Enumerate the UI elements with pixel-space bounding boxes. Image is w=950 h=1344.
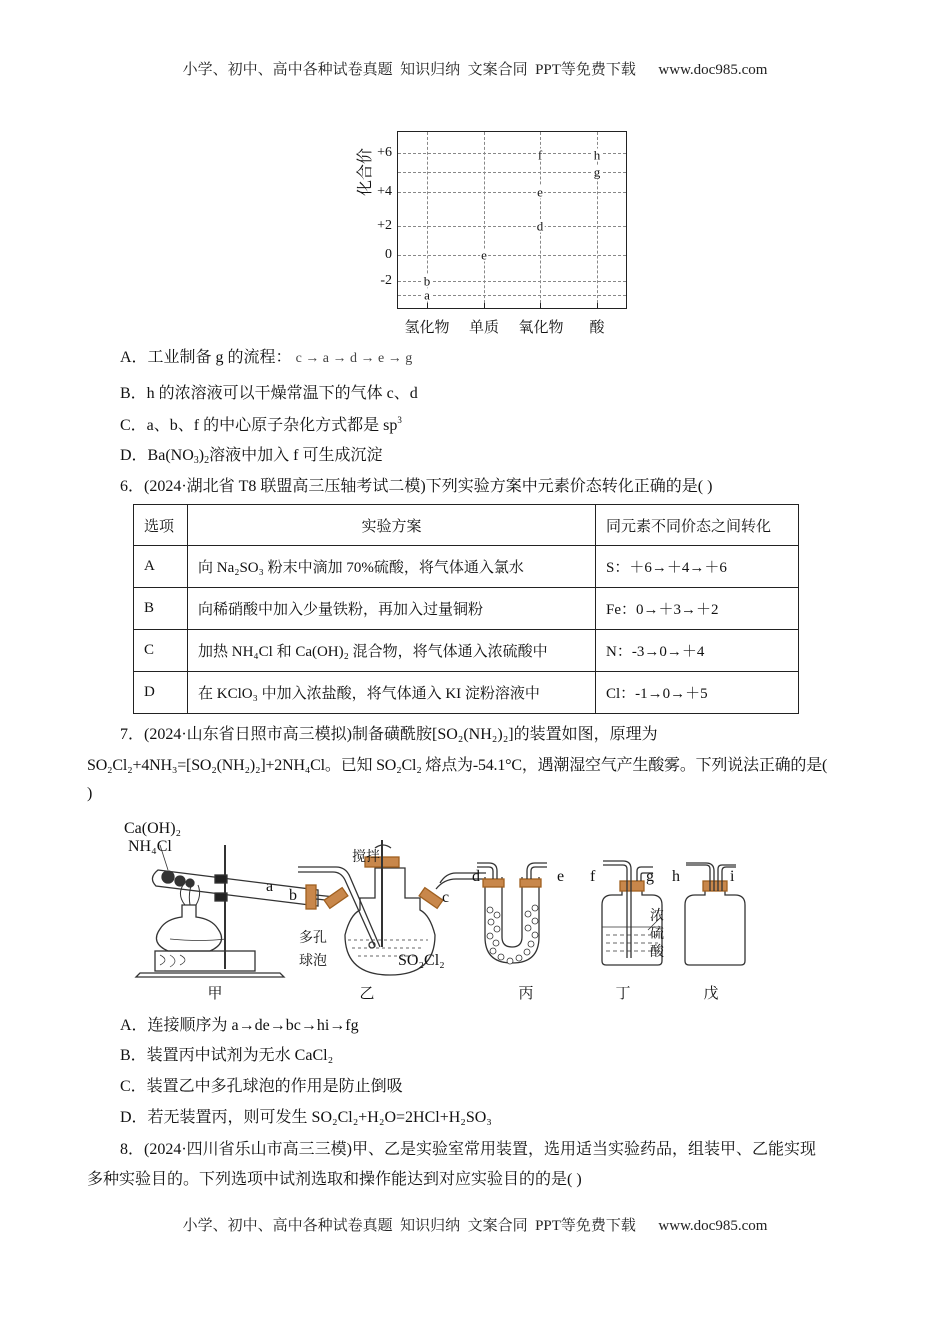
stopper — [306, 885, 316, 909]
option-text: A．工业制备 g 的流程： — [120, 349, 292, 366]
q5-option-d — [120, 446, 382, 466]
apparatus-name-bing: 丙 — [518, 984, 534, 1002]
apparatus-name-wu: 戊 — [703, 984, 719, 1002]
page-header-banner: 小学、初中、高中各种试卷真题 知识归纳 文案合同 PPT等免费下载 www.doc985.com — [182, 62, 768, 78]
q7-option-a: A．连接顺序为 a→de→bc→hi→fg — [120, 1017, 359, 1034]
grid-line — [398, 255, 626, 256]
x-category-oxide: 氧化物 — [518, 318, 564, 336]
valence-chart — [397, 131, 627, 309]
point-g: g — [593, 164, 601, 180]
table-row — [134, 588, 799, 630]
x-tick-mark — [427, 303, 428, 308]
cell-option: C — [134, 630, 188, 672]
y-tick: 0 — [385, 247, 392, 262]
x-category-hydride: 氢化物 — [404, 318, 450, 336]
flow-text: c → a → d → e → g — [295, 351, 413, 366]
table-header-row — [134, 505, 799, 546]
label-porous: 多孔 — [299, 930, 327, 946]
label-conc: 浓 — [650, 908, 664, 924]
label-d: d — [472, 868, 480, 885]
q7-stem-line2: SO₂Cl₂+4NH₃=[SO₂(NH₂)₂]+2NH₄Cl。已知 SO₂Cl₂ 熔点为-54.1°C，遇潮湿空气产生酸雾。下列说法正确的是( — [87, 757, 828, 774]
table-row — [134, 630, 799, 672]
point-b: b — [423, 273, 431, 289]
q8-stem-line1: 8．(2024·四川省乐山市高三三模)甲、乙是实验室常用装置，选用适当实验药品，组装甲、乙能实现 — [120, 1141, 816, 1158]
cell-option: B — [134, 588, 188, 630]
label-i: i — [730, 868, 735, 885]
x-category-element: 单质 — [468, 318, 500, 336]
superscript: 3 — [397, 415, 402, 425]
option-text: C．a、b、f 的中心原子杂化方式都是 sp — [120, 417, 398, 434]
option-text: 溶液中加入 f 可生成沉淀 — [209, 447, 383, 464]
grid-line — [484, 132, 485, 308]
q6-table — [133, 504, 799, 714]
header-cell: 实验方案 — [188, 505, 596, 546]
label-g: g — [646, 868, 654, 885]
x-tick-mark — [484, 303, 485, 308]
q5-option-a — [120, 348, 412, 369]
point-d: d — [536, 218, 544, 234]
cell-option: A — [134, 546, 188, 588]
wood-block — [155, 951, 255, 971]
cell-conversion: Fe：0→＋3→＋2 — [596, 588, 799, 630]
alcohol-lamp — [156, 905, 221, 951]
table-row — [134, 546, 799, 588]
option-text: D．Ba(NO — [120, 447, 194, 464]
apparatus-wu — [685, 863, 745, 965]
label-sulfuric: 硫 — [650, 926, 664, 942]
cell-conversion: Cl：-1→0→＋5 — [596, 672, 799, 714]
y-tick: +6 — [377, 145, 392, 160]
point-elemental: e — [481, 247, 487, 263]
point-f: f — [537, 147, 543, 163]
label-a: a — [266, 878, 274, 895]
q5-option-c — [120, 416, 402, 436]
y-tick: -2 — [380, 273, 392, 288]
q6-stem: 6．(2024·湖北省 T8 联盟高三压轴考试二模)下列实验方案中元素价态转化正确的是( ) — [120, 478, 713, 495]
label-acid: 酸 — [650, 944, 664, 960]
q7-option-d: D．若无装置丙，则可发生 SO₂Cl₂+H₂O=2HCl+H₂SO₃ — [120, 1109, 492, 1126]
label-so2cl2: SO₂Cl₂ — [398, 952, 445, 969]
cell-option: D — [134, 672, 188, 714]
q7-stem-line1: 7．(2024·山东省日照市高三模拟)制备磺酰胺[SO₂(NH₂)₂]的装置如图，原理为 — [120, 726, 658, 743]
x-tick-mark — [597, 303, 598, 308]
label-nh4cl: NH₄Cl — [128, 838, 172, 855]
label-h: h — [672, 868, 680, 885]
y-tick: +2 — [377, 218, 392, 233]
point-h: h — [593, 147, 601, 163]
header-cell: 同元素不同价态之间转化 — [596, 505, 799, 546]
grid-line — [398, 226, 626, 227]
grid-line — [398, 281, 626, 282]
point-e: e — [537, 184, 543, 200]
x-tick-mark — [540, 303, 541, 308]
option-text: ) — [198, 447, 205, 464]
subscript: 2 — [204, 455, 210, 466]
q8-stem-line2: 多种实验目的。下列选项中试剂选取和操作能达到对应实验目的的是( ) — [87, 1171, 582, 1188]
chart-y-axis-label: 化合价 — [355, 147, 374, 196]
q7-option-b: B．装置丙中试剂为无水 CaCl₂ — [120, 1047, 334, 1064]
x-category-acid: 酸 — [589, 318, 605, 336]
grid-line — [398, 192, 626, 193]
apparatus-name-jia: 甲 — [207, 984, 223, 1002]
label-f: f — [590, 868, 596, 885]
header-cell: 选项 — [134, 505, 188, 546]
subscript: 3 — [193, 455, 199, 466]
label-stir: 搅拌 — [352, 849, 380, 865]
cell-conversion: N：-3→0→＋4 — [596, 630, 799, 672]
apparatus-name-yi: 乙 — [359, 984, 375, 1002]
label-b: b — [289, 887, 297, 904]
apparatus-bing — [477, 863, 547, 964]
cell-plan: 向稀硝酸中加入少量铁粉，再加入过量铜粉 — [188, 588, 596, 630]
label-e: e — [557, 868, 565, 885]
cell-plan: 向 Na₂SO₃ 粉末中滴加 70%硫酸，将气体通入氯水 — [188, 546, 596, 588]
q7-stem-line3: ) — [87, 785, 93, 802]
grid-line — [398, 295, 626, 296]
cell-plan: 在 KClO₃ 中加入浓盐酸，将气体通入 KI 淀粉溶液中 — [188, 672, 596, 714]
table-row — [134, 672, 799, 714]
q5-option-b: B．h 的浓溶液可以干燥常温下的气体 c、d — [120, 385, 418, 402]
page-footer-banner: 小学、初中、高中各种试卷真题 知识归纳 文案合同 PPT等免费下载 www.doc985.com — [182, 1218, 768, 1234]
q7-option-c: C．装置乙中多孔球泡的作用是防止倒吸 — [120, 1078, 403, 1095]
label-bubble: 球泡 — [299, 953, 327, 969]
apparatus-name-ding: 丁 — [615, 984, 631, 1002]
point-a: a — [424, 287, 430, 303]
stand-base — [136, 973, 284, 977]
label-c: c — [442, 889, 450, 906]
label-caoh2: Ca(OH)₂ — [124, 820, 182, 837]
cell-conversion: S：＋6→＋4→＋6 — [596, 546, 799, 588]
y-tick: +4 — [377, 184, 392, 199]
cell-plan: 加热 NH₄Cl 和 Ca(OH)₂ 混合物，将气体通入浓硫酸中 — [188, 630, 596, 672]
